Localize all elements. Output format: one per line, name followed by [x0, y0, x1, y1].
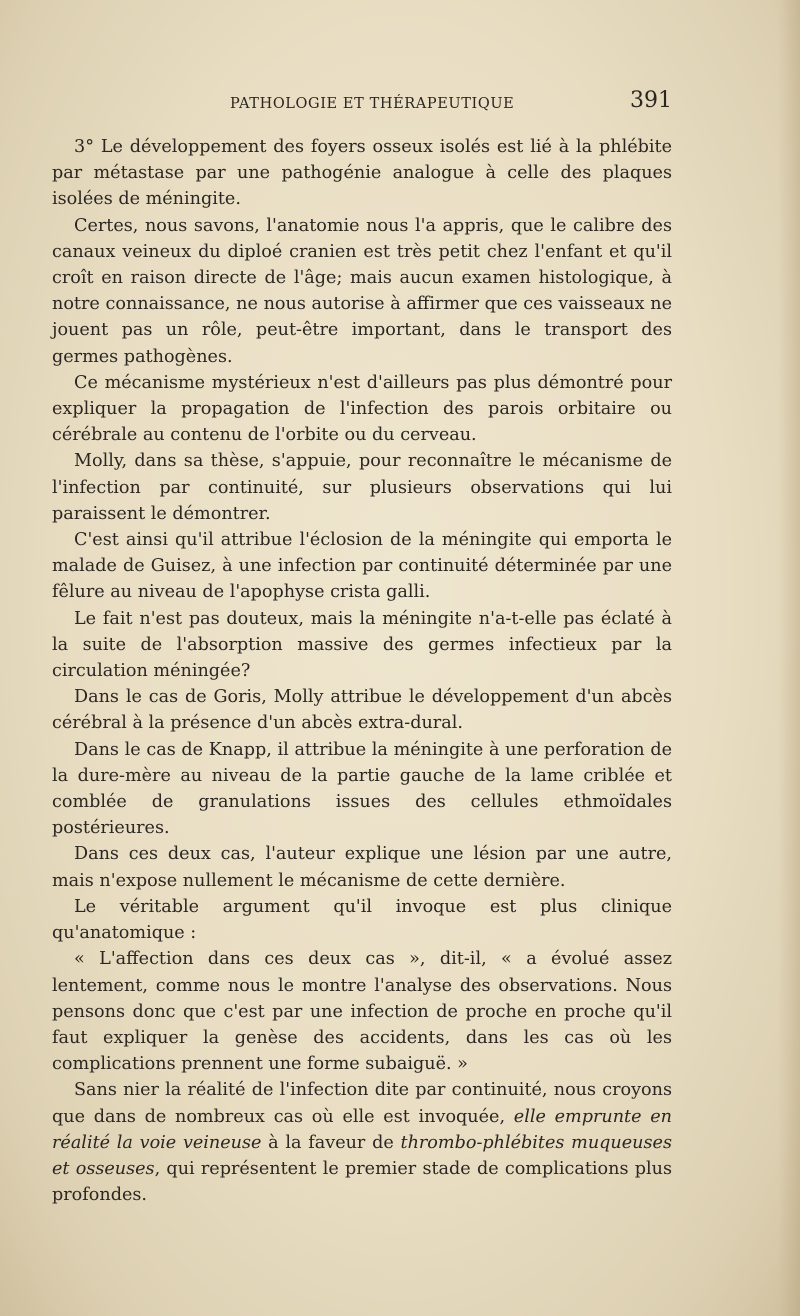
italic-phrase: elle emprunte en réalité la voie veineuse: [52, 1106, 673, 1153]
paragraph: Le véritable argument qu'il invoque est plus clinique qu'anatomique :: [52, 896, 672, 944]
paragraph: Molly, dans sa thèse, s'appuie, pour reconnaître le mécanisme de l'infection par continuité, sur plusieurs observations qui lui paraissent le démontrer.: [52, 451, 672, 524]
paragraph: C'est ainsi qu'il attribue l'éclosion de la méningite qui emporta le malade de Guisez, à une infection par continuité déterminée par une fêlure au niveau de l'apophyse crista galli.: [52, 530, 672, 603]
paragraph: Ce mécanisme mystérieux n'est d'ailleurs pas plus démontré pour expliquer la propagation de l'infection des parois orbitaire ou cérébrale au contenu de l'orbite ou du cerveau.: [52, 372, 672, 446]
paragraph: Le fait n'est pas douteux, mais la méningite n'a-t-elle pas éclaté à la suite de l'absorption massive des germes infectieux par la circulation méningée?: [52, 608, 672, 682]
paragraph: Dans le cas de Knapp, il attribue la méningite à une perforation de la dure-mère au niveau de la partie gauche de la lame criblée et comblée de granulations issues des cellules ethmoïdales postérieures.: [52, 739, 672, 839]
page-header: [52, 88, 672, 124]
paragraph: Dans le cas de Goris, Molly attribue le développement d'un abcès cérébral à la présence d'un abcès extra-dural.: [52, 687, 672, 734]
running-head: PATHOLOGIE ET THÉRAPEUTIQUE: [230, 96, 515, 112]
paragraph: Certes, nous savons, l'anatomie nous l'a appris, que le calibre des canaux veineux du diploé cranien est très petit chez l'enfant et qu'il croît en raison directe de l'âge; mais aucun examen histologique, à notre connaissance, ne nous autorise à affirmer que ces vaisseaux ne jouent pas un rôle, peut-être important, dans le transport des germes pathogènes.: [52, 215, 672, 367]
paragraph-final: [52, 1077, 672, 1208]
text-run: à la faveur de: [261, 1132, 401, 1153]
body-text: [52, 134, 672, 1208]
page-number: 391: [630, 88, 672, 113]
italic-phrase: thrombo-phlébites muqueuses et osseuses: [52, 1132, 672, 1179]
text-run: , qui représentent le premier stade de complications plus profondes.: [52, 1158, 672, 1206]
paragraph: 3° Le développement des foyers osseux isolés est lié à la phlébite par métastase par une pathogénie analogue à celle des plaques isolées de méningite.: [52, 137, 672, 210]
page-edge-shadow: [778, 0, 800, 1316]
text-run: Sans nier la réalité de l'infection dite par continuité, nous croyons que dans de nombreux cas où elle est invoquée,: [52, 1080, 672, 1127]
paragraph: « L'affection dans ces deux cas », dit-il, « a évolué assez lentement, comme nous le montre l'analyse des observations. Nous pensons donc que c'est par une infection de proche en proche qu'il faut expliquer la genèse des accidents, dans les cas où les complications prennent une forme subaiguë. »: [52, 949, 672, 1075]
paragraph: Dans ces deux cas, l'auteur explique une lésion par une autre, mais n'expose nullement le mécanisme de cette dernière.: [52, 844, 672, 891]
